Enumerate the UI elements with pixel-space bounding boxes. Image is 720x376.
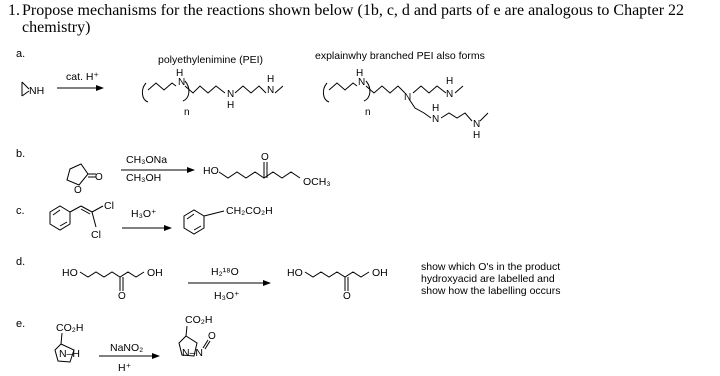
reactant-c-cl-1: Cl	[104, 200, 114, 212]
reagent-h3o-d: H₃O⁺	[214, 290, 240, 302]
reactant-e-nh: N–H	[59, 348, 81, 360]
pei-h-2: H	[227, 100, 235, 111]
dichloro-styrene	[50, 206, 103, 230]
reagent-h-plus: H⁺	[118, 362, 132, 374]
bpei-n-2: N	[446, 89, 454, 100]
nitroso-proline	[179, 326, 210, 356]
reagent-ch3oh: CH₃OH	[126, 172, 162, 184]
bpei-n-sub: n	[365, 107, 371, 118]
product-b-ho: HO	[203, 165, 219, 177]
methyl-ester-chain	[219, 162, 300, 178]
pei-n-sub: n	[184, 107, 190, 118]
pei-n-2: N	[227, 89, 235, 100]
bpei-h-1: H	[356, 68, 364, 79]
reactant-d-ho: HO	[62, 267, 78, 279]
question-line-1: Propose mechanisms for the reactions shown below (1b, c, d and parts of e are analogous to Chapter 22	[22, 2, 685, 19]
bpei-n-branch: N	[404, 92, 412, 103]
part-b-label: b.	[16, 148, 26, 160]
pei-skeleton	[142, 81, 283, 102]
reaction-arrow-c	[122, 225, 172, 231]
bpei-h-4: H	[473, 130, 481, 141]
bpei-h-2: H	[446, 76, 454, 87]
reagent-nano2: NaNO₂	[110, 342, 144, 354]
part-c-label: c.	[16, 205, 25, 217]
pei-caption: polyethylenimine (PEI)	[158, 54, 264, 66]
hydroxy-acid-product	[305, 272, 369, 291]
acid-carbonyl-o: O	[343, 291, 351, 302]
pei-h-1: H	[176, 68, 184, 79]
ester-carbonyl-o: O	[261, 152, 269, 163]
lactone-ring-o: O	[74, 185, 82, 196]
reaction-arrow-a	[57, 85, 104, 91]
note-line-1: show which O's in the product	[421, 261, 561, 273]
pei-h-3: H	[267, 74, 275, 85]
reactant-d-oh: OH	[147, 267, 163, 279]
bpei-n-4: N	[473, 119, 481, 130]
nitroso-o: O	[208, 331, 216, 342]
bpei-h-3: H	[432, 103, 440, 114]
reagent-cat-h: cat. H⁺	[66, 71, 99, 83]
note-line-3: show how the labelling occurs	[421, 285, 561, 297]
reagent-h2-18o: H₂¹⁸O	[211, 266, 239, 278]
question-number: 1.	[8, 2, 20, 19]
lactone-ring	[67, 164, 96, 185]
reaction-arrow-b	[121, 167, 195, 173]
bpei-n-1: N	[358, 77, 366, 88]
reaction-arrow-d	[188, 280, 271, 286]
dihydroxy-ketone-chain	[80, 272, 144, 291]
product-e-nn: N–N	[182, 347, 204, 359]
lactone-carbonyl-o: O	[95, 172, 103, 183]
part-d-label: d.	[16, 256, 26, 268]
product-d-oh: OH	[372, 267, 388, 279]
product-c-ch2co2h: CH₂CO₂H	[226, 205, 273, 217]
structure-atom-labels	[74, 68, 480, 342]
reagent-ch3ona: CH₃ONa	[126, 154, 168, 166]
proline-ring	[55, 333, 74, 362]
note-line-2: hydroxyacid are labelled and	[421, 273, 555, 285]
phenylacetic-acid	[184, 210, 224, 234]
aziridine-nh: NH	[29, 85, 45, 97]
reagent-h3o: H₃O⁺	[131, 208, 157, 220]
product-d-ho: HO	[287, 267, 303, 279]
pei-n-1: N	[178, 77, 186, 88]
pei-n-3: N	[267, 85, 275, 96]
bpei-n-3: N	[432, 114, 440, 125]
question-line-2: chemistry)	[22, 19, 91, 36]
reactant-e-co2h: CO₂H	[56, 322, 84, 334]
part-e-label: e.	[16, 318, 26, 330]
branched-pei-question: explainwhy branched PEI also forms	[315, 50, 485, 62]
product-e-co2h: CO₂H	[185, 314, 213, 326]
product-b-och3: OCH₃	[303, 176, 331, 188]
ketone-o: O	[118, 291, 126, 302]
aziridine-ring	[22, 82, 29, 96]
part-a-label: a.	[16, 48, 26, 60]
reactant-c-cl-2: Cl	[91, 229, 101, 241]
reaction-arrow-e	[99, 353, 160, 359]
